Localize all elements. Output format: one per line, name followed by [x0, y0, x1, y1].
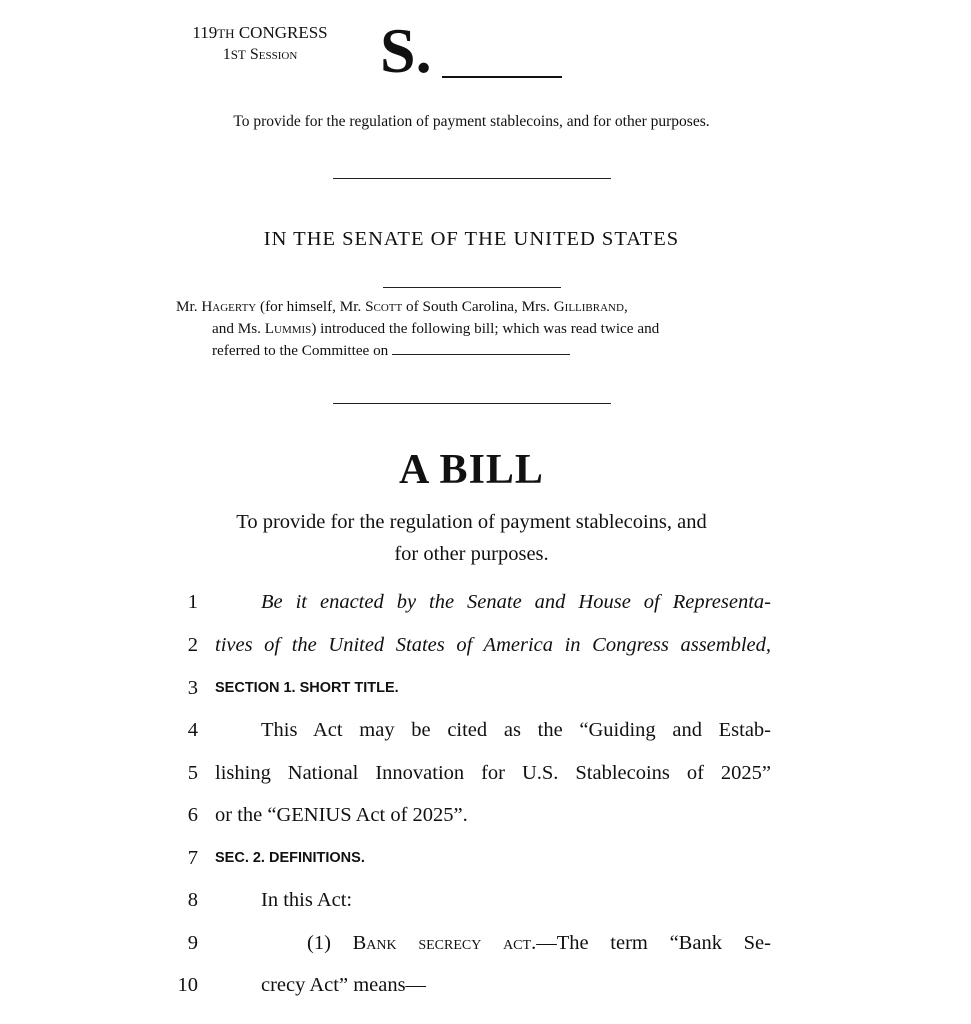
line-text: In this Act: [261, 889, 353, 911]
purpose-short: To provide for the regulation of payment stablecoins, and for other purposes. [233, 113, 710, 130]
line-number: 6 [187, 804, 198, 826]
line-number: 9 [187, 932, 198, 954]
divider-rule [333, 403, 611, 404]
congress-session-block [176, 22, 344, 65]
bill-line [0, 673, 971, 703]
bill-line [0, 843, 971, 873]
divider-rule-short [383, 287, 561, 288]
divider-rule [333, 178, 611, 179]
bill-line [0, 630, 971, 660]
line-number: 7 [187, 847, 198, 869]
session-label: 1ST Session [222, 46, 298, 63]
congress-label: 119TH CONGRESS [192, 23, 328, 42]
bill-line [0, 758, 971, 788]
line-text: tives of the United States of America in Congress assembled, [215, 634, 771, 656]
line-number: 3 [187, 677, 198, 699]
line-text: Be it enacted by the Senate and House of Representa- [261, 591, 771, 613]
introduction-line: Mr. Hagerty (for himself, Mr. Scott of South Carolina, Mrs. Gillibrand, [176, 298, 628, 315]
bill-number-blank [442, 76, 562, 78]
purpose-long-line: for other purposes. [394, 543, 549, 565]
line-text: lishing National Innovation for U.S. Stablecoins of 2025” [215, 762, 771, 784]
line-number: 8 [187, 889, 198, 911]
bill-line [0, 970, 971, 1000]
line-number: 10 [177, 974, 198, 996]
bill-heading: A BILL [399, 447, 544, 493]
introduction-line: and Ms. Lummis) introduced the following bill; which was read twice and [212, 320, 660, 337]
line-text: (1) Bank secrecy act.—The term “Bank Se- [307, 932, 771, 954]
bill-line [0, 885, 971, 915]
section-heading: SEC. 2. DEFINITIONS. [215, 850, 365, 866]
section-heading: SECTION 1. SHORT TITLE. [215, 680, 399, 696]
committee-blank [392, 354, 570, 355]
bill-line [0, 715, 971, 745]
line-number: 1 [187, 591, 198, 613]
line-text: This Act may be cited as the “Guiding and Estab- [261, 719, 771, 741]
bill-line [0, 928, 971, 958]
introduction-line: referred to the Committee on [176, 340, 776, 362]
line-number: 5 [187, 762, 198, 784]
chamber-heading: IN THE SENATE OF THE UNITED STATES [263, 228, 680, 250]
introduction-paragraph [176, 296, 776, 362]
line-text: or the “GENIUS Act of 2025”. [215, 804, 468, 826]
bill-line [0, 800, 971, 830]
purpose-long-line: To provide for the regulation of payment stablecoins, and [236, 511, 707, 533]
line-text: crecy Act” means— [261, 974, 427, 996]
purpose-long [0, 506, 943, 570]
line-number: 2 [187, 634, 198, 656]
bill-line [0, 587, 971, 617]
bill-number-prefix: S. [380, 15, 432, 86]
line-number: 4 [187, 719, 198, 741]
